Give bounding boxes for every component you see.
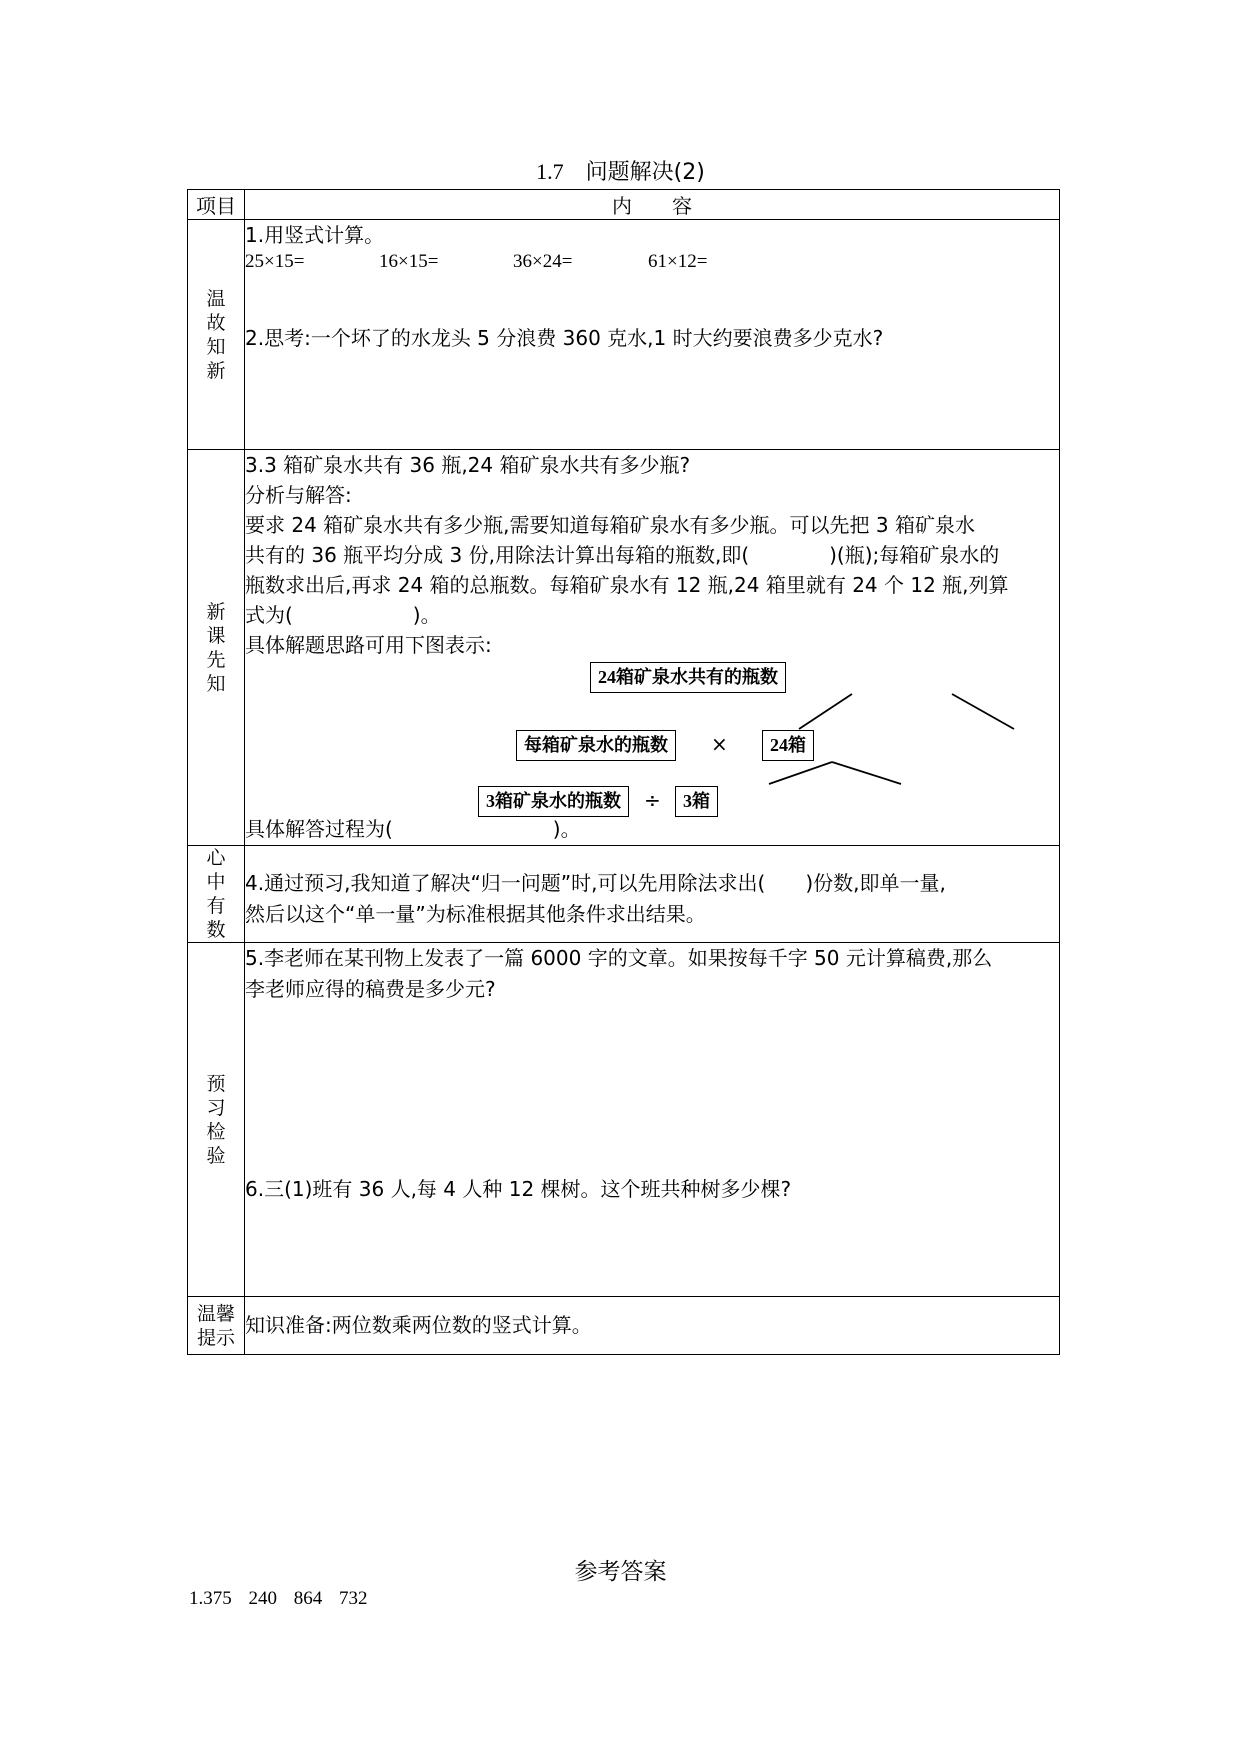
new-lesson-label: 新课先知 — [188, 450, 245, 846]
new-lesson-content — [245, 450, 1060, 846]
tips-content — [245, 1297, 1060, 1355]
review-content — [245, 220, 1060, 450]
connector-top-right — [952, 694, 1014, 729]
check-label: 预习检验 — [188, 943, 245, 1297]
section-number: 1.7 — [536, 159, 564, 184]
section-title: 问题解决(2) — [585, 160, 705, 185]
expr-1: 25×15= — [245, 251, 305, 272]
expr-2: 16×15= — [379, 251, 439, 272]
item-header: 项目 — [188, 190, 245, 220]
solution-diagram — [245, 660, 1059, 818]
header-row — [188, 190, 1060, 220]
review-label: 温故知新 — [188, 220, 245, 450]
summary-line-1: 4.通过预习,我知道了解决“归一问题”时,可以先用除法求出( )份数,即单一量, — [245, 871, 946, 895]
page-title — [0, 155, 1241, 186]
diagram-box-per-box: 每箱矿泉水的瓶数 — [516, 730, 676, 761]
diagram-box-3: 3箱 — [675, 786, 718, 817]
q2-text: 2.思考:一个坏了的水龙头 5 分浪费 360 克水,1 时大约要浪费多少克水? — [245, 326, 884, 350]
q6-text: 6.三(1)班有 36 人,每 4 人种 12 棵树。这个班共种树多少棵? — [245, 1177, 792, 1201]
q1-expressions — [245, 251, 1059, 273]
connector-mid-right — [832, 762, 901, 784]
analysis-line-3: 瓶数求出后,再求 24 箱的总瓶数。每箱矿泉水有 12 瓶,24 箱里就有 24 个 12 瓶,列算 — [245, 573, 1009, 597]
analysis-line-4: 式为( )。 — [245, 603, 441, 627]
content-header: 内 容 — [245, 190, 1060, 220]
diagram-box-three-total: 3箱矿泉水的瓶数 — [478, 786, 629, 817]
connector-mid-left — [769, 762, 832, 784]
q5-line-1: 5.李老师在某刊物上发表了一篇 6000 字的文章。如果按每千字 50 元计算稿费,那么 — [245, 946, 993, 970]
expr-4: 61×12= — [648, 251, 708, 272]
q5-line-2: 李老师应得的稿费是多少元? — [245, 977, 496, 1001]
tips-label: 温馨提示 — [188, 1297, 245, 1355]
q1-title: 1.用竖式计算。 — [245, 223, 385, 247]
summary-content — [245, 846, 1060, 943]
tips-row — [188, 1297, 1060, 1355]
tips-text: 知识准备:两位数乘两位数的竖式计算。 — [245, 1313, 592, 1337]
answer-heading: 参考答案 — [574, 1559, 667, 1585]
analysis-line-2: 共有的 36 瓶平均分成 3 份,用除法计算出每箱的瓶数,即( )(瓶);每箱矿泉水的 — [245, 543, 1000, 567]
summary-label: 心中有数 — [188, 846, 245, 943]
diagram-intro: 具体解题思路可用下图表示: — [245, 633, 492, 657]
check-content — [245, 943, 1060, 1297]
q3-text: 3.3 箱矿泉水共有 36 瓶,24 箱矿泉水共有多少瓶? — [245, 453, 691, 477]
review-row — [188, 220, 1060, 450]
analysis-title: 分析与解答: — [245, 483, 352, 507]
check-row — [188, 943, 1060, 1297]
diagram-box-total: 24箱矿泉水共有的瓶数 — [590, 662, 786, 693]
divide-operator: ÷ — [644, 788, 661, 812]
multiply-operator: × — [711, 732, 728, 756]
new-lesson-row — [188, 450, 1060, 846]
summary-line-2: 然后以这个“单一量”为标准根据其他条件求出结果。 — [245, 902, 706, 926]
summary-row — [188, 846, 1060, 943]
process-text: 具体解答过程为( )。 — [245, 817, 581, 841]
diagram-box-24: 24箱 — [762, 730, 814, 761]
connector-top-left — [799, 694, 852, 729]
expr-3: 36×24= — [513, 251, 573, 272]
worksheet-table — [187, 189, 1060, 1355]
analysis-line-1: 要求 24 箱矿泉水共有多少瓶,需要知道每箱矿泉水有多少瓶。可以先把 3 箱矿泉水 — [245, 513, 975, 537]
answer-line: 1.375 240 864 732 — [189, 1588, 368, 1609]
